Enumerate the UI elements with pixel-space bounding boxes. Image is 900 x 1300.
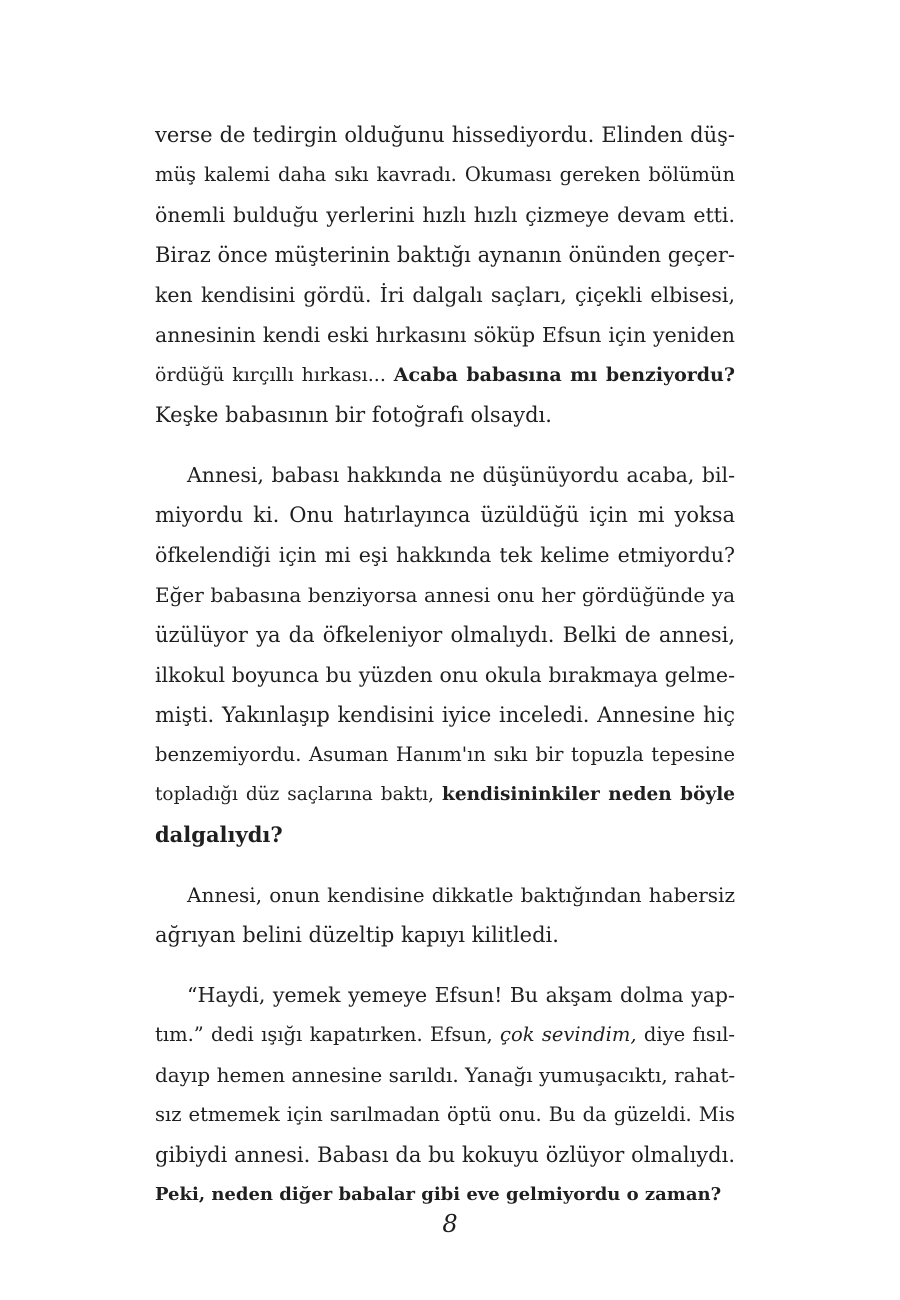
text-line (155, 535, 735, 575)
text-line (155, 735, 735, 775)
text-line (155, 355, 735, 395)
text-line (155, 815, 735, 855)
paragraph (155, 455, 735, 855)
text-segment: “Haydi, yemek yemeye Efsun! Bu akşam dolma yap- (187, 983, 735, 1007)
text-line (155, 655, 735, 695)
text-segment: tım.” dedi ışığı kapatırken. Efsun, (155, 1023, 501, 1046)
text-line (155, 1015, 735, 1055)
text-segment: ağrıyan belini düzeltip kapıyı kilitledi. (155, 923, 559, 947)
text-line (155, 115, 735, 155)
text-segment: ilkokul boyunca bu yüzden onu okula bırakmaya gelme- (155, 663, 735, 687)
text-segment: benzemiyordu. Asuman Hanım'ın sıkı bir topuzla tepesine (155, 743, 735, 766)
text-line (155, 235, 735, 275)
text-line (155, 1095, 735, 1135)
text-line (155, 775, 735, 815)
text-segment: Biraz önce müşterinin baktığı aynanın önünden geçer- (155, 243, 735, 267)
bold-text: Peki, neden diğer babalar gibi eve gelmiyordu o zaman? (155, 1184, 722, 1205)
text-segment: ördüğü kırçıllı hırkası... (155, 364, 394, 386)
paragraph (155, 875, 735, 955)
text-line (155, 495, 735, 535)
text-line (155, 575, 735, 615)
text-segment: sız etmemek için sarılmadan öptü onu. Bu da güzeldi. Mis (155, 1103, 735, 1126)
paragraph (155, 975, 735, 1215)
text-segment: önemli bulduğu yerlerini hızlı hızlı çizmeye devam etti. (155, 203, 735, 227)
text-segment: gibiydi annesi. Babası da bu kokuyu özlüyor olmalıydı. (155, 1143, 735, 1167)
text-segment: üzülüyor ya da öfkeleniyor olmalıydı. Belki de annesi, (155, 623, 735, 647)
text-segment: Keşke babasının bir fotoğrafı olsaydı. (155, 403, 552, 427)
paragraph (155, 115, 735, 435)
page-number: 8 (442, 1210, 458, 1238)
text-segment: müş kalemi daha sıkı kavradı. Okuması gereken bölümün (155, 163, 735, 186)
text-line (155, 155, 735, 195)
text-line (155, 315, 735, 355)
text-line (155, 195, 735, 235)
text-segment: ken kendisini gördü. İri dalgalı saçları, çiçekli elbisesi, (155, 283, 735, 307)
italic-text: çok sevindim, (500, 1023, 637, 1046)
text-segment: öfkelendiği için mi eşi hakkında tek kelime etmiyordu? (155, 543, 735, 567)
text-line (155, 455, 735, 495)
text-segment: diye fısıl- (636, 1023, 736, 1046)
text-line (155, 975, 735, 1015)
book-page-text (155, 115, 735, 1215)
text-segment: Annesi, babası hakkında ne düşünüyordu acaba, bil- (187, 463, 735, 487)
text-line (155, 395, 735, 435)
text-segment: Eğer babasına benziyorsa annesi onu her gördüğünde ya (155, 583, 735, 607)
text-line (155, 615, 735, 655)
text-line (155, 695, 735, 735)
text-line (155, 275, 735, 315)
text-segment: Annesi, onun kendisine dikkatle baktığından habersiz (187, 883, 735, 907)
text-line (155, 875, 735, 915)
text-line (155, 1055, 735, 1095)
text-line (155, 915, 735, 955)
text-segment: mişti. Yakınlaşıp kendisini iyice inceledi. Annesine hiç (155, 703, 735, 727)
bold-text: Acaba babasına mı benziyordu? (393, 364, 735, 386)
text-segment: miyordu ki. Onu hatırlayınca üzüldüğü için mi yoksa (155, 503, 735, 527)
bold-text: dalgalıydı? (155, 822, 283, 847)
text-segment: verse de tedirgin olduğunu hissediyordu. Elinden düş- (155, 123, 735, 147)
text-segment: annesinin kendi eski hırkasını söküp Efsun için yeniden (155, 323, 735, 347)
text-line (155, 1175, 735, 1215)
text-segment: dayıp hemen annesine sarıldı. Yanağı yumuşacıktı, rahat- (155, 1063, 736, 1087)
bold-text: kendisininkiler neden böyle (442, 784, 735, 805)
text-segment: topladığı düz saçlarına baktı, (155, 784, 443, 805)
text-line (155, 1135, 735, 1175)
